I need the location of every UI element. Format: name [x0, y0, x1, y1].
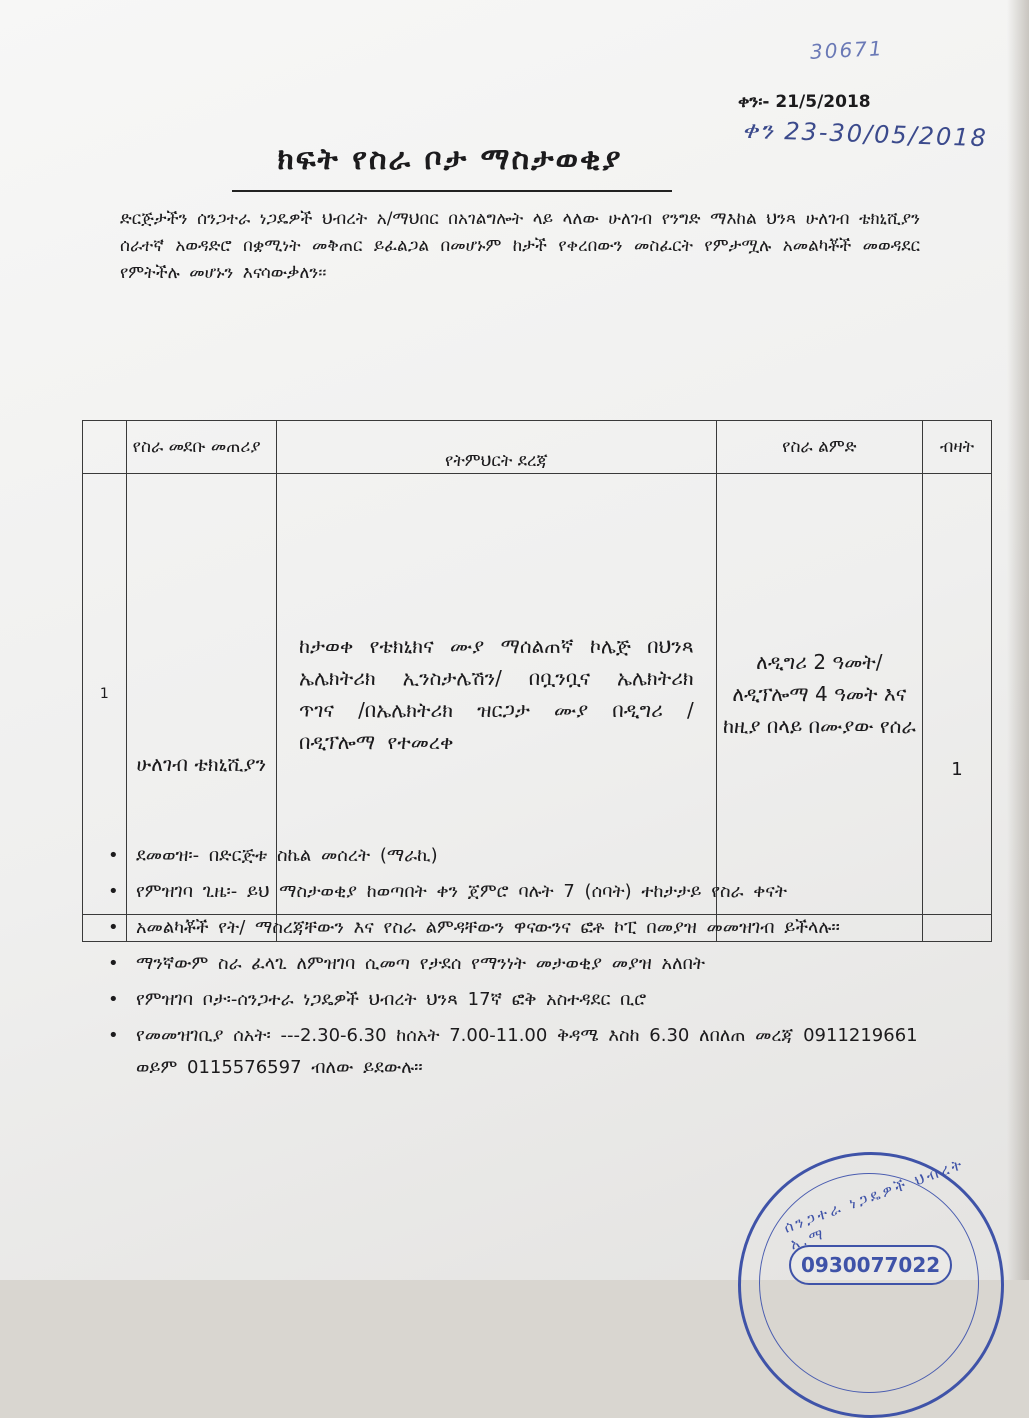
table-header-row	[83, 421, 992, 474]
bullet-icon: •	[108, 989, 119, 1010]
header-quantity: ብዛት	[922, 421, 991, 474]
info-registration-hours: የመመዝገቢያ ሰአት፡ ---2.30-6.30 ከሰአት 7.00-11.00 ቅዳሜ እስከ 6.30 ለበለጠ መረጃ 0911219661 ወይም 0115576597 ብለው ይደውሉ፡፡	[136, 1025, 918, 1078]
info-registration-period: የምዝገባ ጊዜ፡- ይህ ማስታወቂያ ከወጣበት ቀን ጀምሮ ባሉት 7 (ሰባት) ተከታታይ የስራ ቀናት	[136, 881, 787, 902]
document-title: ክፍት የስራ ቦታ ማስታወቂያ	[277, 142, 623, 177]
list-item	[108, 1020, 938, 1084]
stamp-phone: 0930077022	[789, 1245, 952, 1285]
info-id-requirement: ማንኛውም ስራ ፈላጊ ለምዝገባ ሲመጣ የታደሰ የማንነት መታወቂያ መያዝ አለበት	[136, 953, 706, 974]
row-education: ከታወቀ የቴክኒክና ሙያ ማሰልጠኛ ኮሌጅ በህንጻ ኤሌክትሪክ ኢንስታሌሽን/ በቧንቧና ኤሌክትሪክ ጥገና /በኤሌክትሪክ ዝርጋታ ሙያ በዲግሪ / በዲፕሎማ የተመረቀ	[276, 474, 716, 915]
bullet-icon: •	[108, 845, 119, 866]
header-job-title: የስራ መደቡ መጠሪያ	[126, 421, 276, 474]
info-salary: ደመወዝ፡- በድርጅቱ ስኬል መሰረት (ማራኪ)	[136, 845, 438, 866]
page-edge-shadow	[1007, 0, 1029, 1280]
date-label: ቀን፡-	[738, 92, 770, 112]
row-job-title: ሁለገብ ቴክኒሺያን	[126, 474, 276, 915]
row-quantity: 1	[922, 474, 991, 915]
info-list	[108, 840, 938, 1088]
bullet-icon: •	[108, 953, 119, 974]
list-item	[108, 876, 938, 908]
stamp-ring-text: ሰንጋተራ ነጋዴዎች ህብረት አ.ማ	[781, 1154, 967, 1254]
header-number	[83, 421, 127, 474]
intro-paragraph: ድርጅታችን ሰንጋተራ ነጋዴዎች ህብረት አ/ማህበር በአገልግሎት ላይ ላለው ሁለገብ የንግድ ማእከል ህንጻ ሁለገብ ቴክኒሺያን ሰራተኛ አወዳድሮ በቋሚነት መቅጠር ይፈልጋል በመሆኑም ከታች የቀረበውን መስፈርት የምታሟሉ አመልካቾች መወዳደር የምትችሉ መሆኑን እናሳውቃለን፡፡	[120, 209, 920, 283]
handwritten-number: 30671	[809, 36, 885, 64]
list-item	[108, 912, 938, 944]
bullet-icon: •	[108, 1025, 119, 1046]
list-item	[108, 840, 938, 872]
header-experience: የስራ ልምድ	[716, 421, 922, 474]
info-registration-place: የምዝገባ ቦታ፡-ሰንጋተራ ነጋዴዎች ህብረት ህንጻ 17ኛ ፎቅ አስተዳደር ቢሮ	[136, 989, 647, 1010]
row-experience: ለዲግሪ 2 ዓመት/ ለዲፕሎማ 4 ዓመት እና ከዚያ በላይ በሙያው የሰራ	[716, 474, 922, 915]
list-item	[108, 948, 938, 980]
list-item	[108, 984, 938, 1016]
handwritten-reference: ቀን 23-30/05/2018	[741, 115, 989, 153]
title-underline	[232, 190, 672, 192]
date-value: 21/5/2018	[775, 92, 871, 112]
bullet-icon: •	[108, 917, 119, 938]
company-stamp	[738, 1152, 1004, 1418]
info-documents: አመልካቾች የት/ ማስረጃቸውን እና የስራ ልምዳቸውን ዋናውንና ፎቶ ኮፒ በመያዝ መመዝገብ ይችላሉ፡፡	[136, 917, 840, 938]
row-number: 1	[83, 474, 127, 915]
header-education: የትምህርት ደረጃ	[276, 421, 716, 474]
bullet-icon: •	[108, 881, 119, 902]
date-line	[738, 92, 871, 112]
